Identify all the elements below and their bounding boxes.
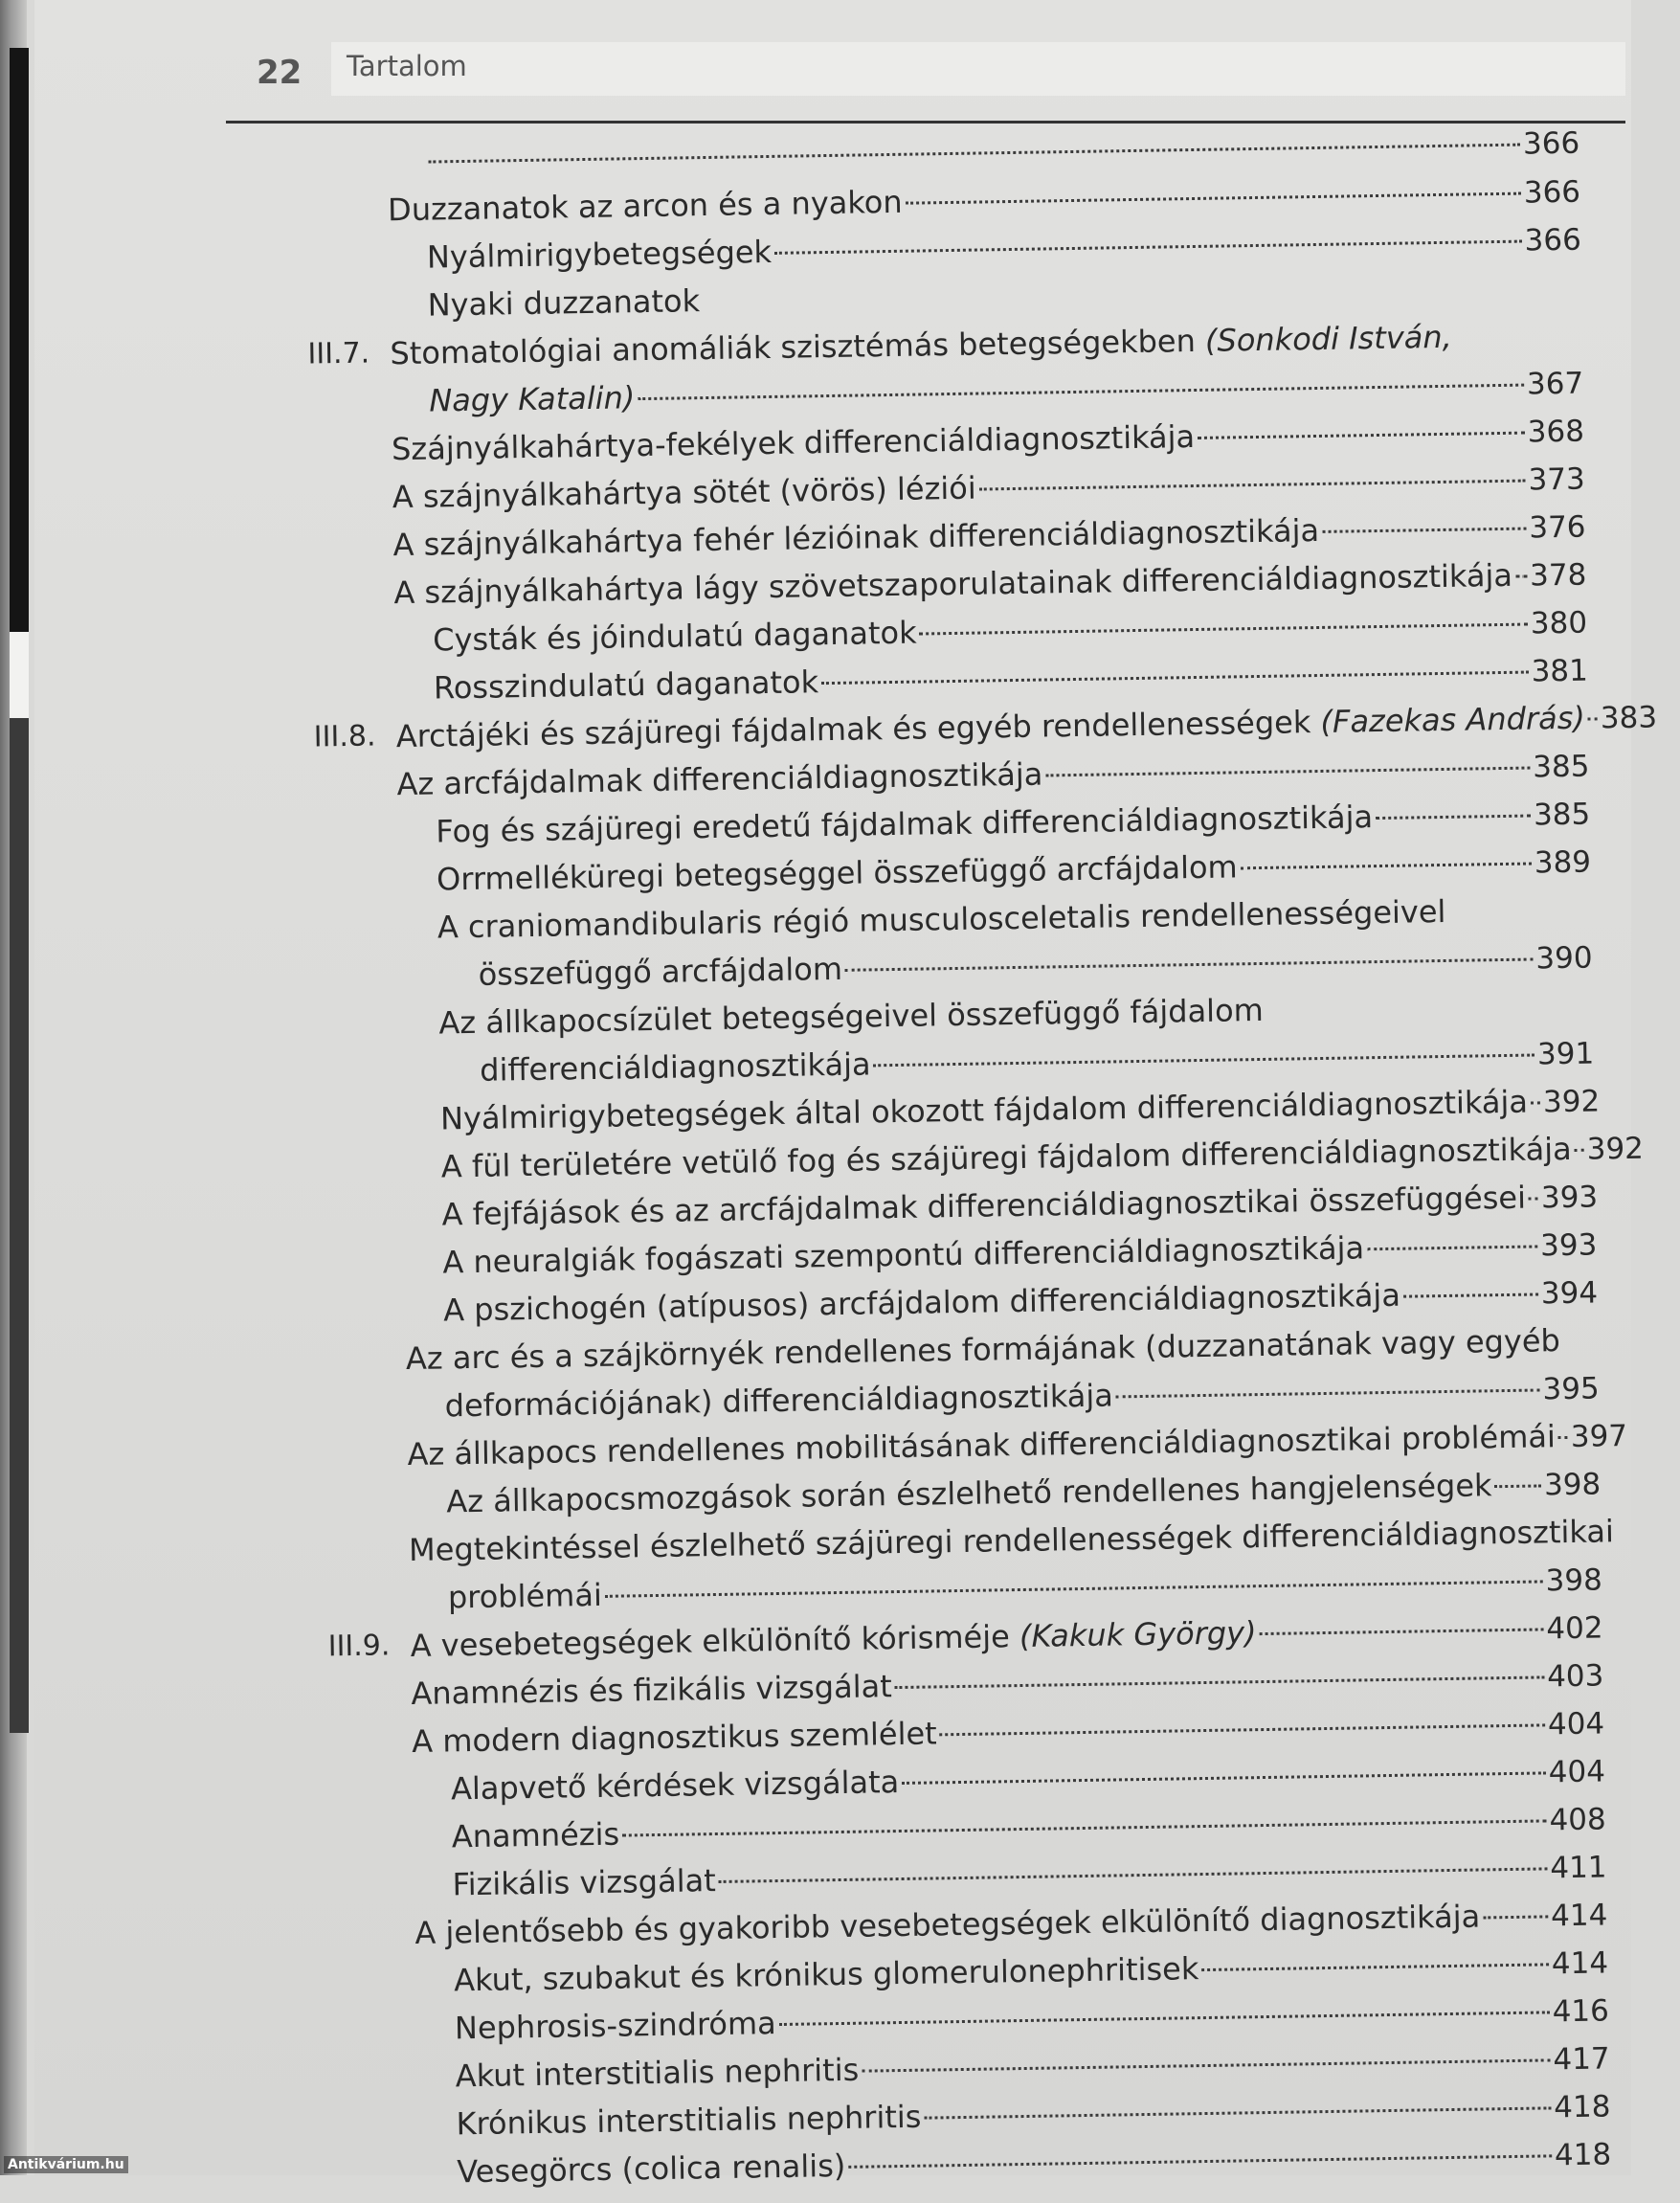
dot-leader [924,2106,1551,2119]
dot-leader [1494,1484,1541,1488]
dot-leader [719,1867,1548,1883]
toc-entry-title-text: Fog és szájüregi eredetű fájdalmak differenciáldiagnosztikája [436,798,1374,850]
toc-entry-author: Nagy Katalin) [428,379,636,419]
toc-entry-title [480,1040,871,1093]
binding-highlight [10,632,29,718]
book-binding-edge [0,0,27,2175]
toc-entry-title-text: összefüggő arcfájdalom [478,950,843,993]
toc-entry-title [411,1662,892,1718]
toc-page-number: 389 [1534,844,1592,881]
toc-entry-title [433,609,917,664]
toc-page-number: 414 [1550,1898,1608,1934]
toc-entry-title-text: Anamnézis [451,1815,620,1855]
toc-page-number: 368 [1527,414,1585,450]
toc-entry-author: (Fazekas András) [1320,699,1586,740]
dot-leader [1322,528,1526,533]
dot-leader [1529,1197,1538,1200]
toc-entry-title-text: problémái [447,1576,603,1616]
toc-page-number: 392 [1586,1131,1645,1167]
toc-entry-title-text: differenciáldiagnosztikája [479,1045,871,1089]
toc-entry-title-text: Az állkapocs rendellenes mobilitásának differenciáldiagnosztikai problémái [407,1418,1557,1473]
toc-entry-title-text: Krónikus interstitialis nephritis [456,2098,922,2143]
toc-entry-title-text: Akut interstitialis nephritis [455,2051,860,2095]
toc-page-number: 404 [1547,1706,1605,1742]
toc-entry-title-text: Az állkapocsízület betegségeivel összefüggő fájdalom [438,991,1265,1042]
toc-entry-title-text: Megtekintéssel észlelhető szájüregi rendellenességek differenciáldiagnosztikai [408,1513,1615,1569]
toc-entry-title [456,2093,922,2148]
toc-page-number: 418 [1554,2137,1612,2173]
dot-leader [1367,1245,1537,1250]
dot-leader [845,958,1533,972]
toc-entry-title-text: A fejfájások és az arcfájdalmak differenciáldiagnosztikai összefüggései [441,1179,1527,1233]
toc-page-number: 418 [1553,2089,1611,2125]
toc-entry-title-text: Arctájéki és szájüregi fájdalmak és egyéb rendellenességek [395,703,1321,755]
toc-page-number: 392 [1542,1084,1601,1120]
dot-leader [895,1675,1544,1689]
toc-entry-title-text: Fizikális vizsgálat [452,1862,717,1903]
toc-page-number: 397 [1570,1419,1628,1454]
toc-entry-title [451,1810,619,1861]
dot-leader [1403,1293,1538,1297]
toc-page-number: 417 [1553,2041,1610,2078]
dot-leader [1376,815,1531,821]
dot-leader [1260,1628,1544,1635]
toc-entry-title-text: Vesegörcs (colica renalis) [457,2147,846,2191]
toc-entry-title [478,945,842,999]
toc-page-number: 411 [1550,1850,1607,1886]
table-of-contents [34,119,1664,2202]
toc-page-number: 376 [1529,509,1586,546]
dot-leader [1588,717,1598,720]
chapter-number: III.8. [313,719,376,754]
watermark: Antikvárium.hu [4,2156,128,2173]
toc-page-number: 395 [1542,1371,1600,1407]
toc-entry-title-text: Cysták és jóindulatú daganatok [432,614,917,659]
toc-page-number: 366 [1523,174,1581,211]
dot-leader [428,144,1520,164]
toc-entry-title-text: A szájnyálkahártya lágy szövetszaporulatainak differenciáldiagnosztikája [393,556,1513,612]
dot-leader [1558,1436,1568,1439]
toc-entry-title-text: Nephrosis-szindróma [454,2005,777,2047]
chapter-number: III.7. [307,336,370,371]
toc-page-number: 381 [1531,653,1589,689]
dot-leader [774,240,1522,255]
toc-page-number: 408 [1549,1802,1606,1838]
toc-page-number: 404 [1548,1754,1606,1790]
toc-entry-title-text: Orrmelléküregi betegséggel összefüggő arcfájdalom [436,848,1238,898]
toc-entry-title-text: deformációjának) differenciáldiagnosztikája [444,1377,1114,1425]
binding-shadow [10,48,29,641]
dot-leader [1241,863,1532,870]
toc-entry-author: (Sonkodi István, [1204,318,1453,359]
toc-page-number: 402 [1546,1610,1603,1647]
dot-leader [821,671,1529,686]
toc-entry-title [455,2046,859,2101]
toc-entry-title [427,228,773,281]
dot-leader [979,480,1526,491]
toc-entry-title-text: Akut, szubakut és krónikus glomerulonephritisek [453,1950,1199,1999]
toc-entry-title [451,1758,900,1812]
toc-entry-title-text: Alapvető kérdések vizsgálata [450,1764,900,1808]
toc-page-number: 385 [1533,797,1591,833]
toc-entry-title-text: A szájnyálkahártya sötét (vörös) léziói [392,469,977,516]
toc-entry-title-text: A vesebetegségek elkülönítő kórisméje [410,1618,1020,1665]
toc-page-number: 380 [1530,605,1588,641]
toc-entry-title-text: Nyálmirigybetegségek által okozott fájdalom differenciáldiagnosztikája [439,1083,1529,1137]
toc-entry-title [457,2142,846,2195]
toc-entry-title-text: A neuralgiák fogászati szempontú differenciáldiagnosztikája [442,1229,1365,1281]
dot-leader [862,2058,1550,2072]
toc-entry-title [452,1856,716,1908]
toc-entry-title-text: Stomatológiai anomáliák szisztémás betegségekben [390,322,1206,372]
page-header [34,0,1631,134]
dot-leader [1045,767,1530,777]
toc-page-number: 373 [1528,461,1585,498]
toc-entry-title-text: A jelentősebb és gyakoribb vesebetegségek elkülönítő diagnosztikája [414,1898,1481,1951]
dot-leader [1201,1963,1549,1971]
dot-leader [940,1723,1545,1736]
toc-entry-title [412,1709,937,1765]
toc-page-number: 414 [1551,1945,1609,1982]
toc-entry-title-text: A modern diagnosztikus szemlélet [411,1715,937,1761]
dot-leader [1575,1149,1584,1152]
dot-leader [1198,432,1525,439]
dot-leader [638,384,1524,401]
toc-entry-title-text: A szájnyálkahártya fehér lézióinak differenciáldiagnosztikája [392,511,1320,564]
toc-page-number: 393 [1540,1180,1599,1216]
toc-page-number: 391 [1536,1036,1595,1072]
toc-entry-title-text: Az arcfájdalmak differenciáldiagnosztikája [396,755,1043,803]
toc-entry-title [427,277,700,328]
toc-page-number: 383 [1600,700,1658,736]
toc-page-number: 366 [1522,125,1580,162]
toc-entry-author: (Kakuk György) [1019,1614,1257,1655]
toc-entry-title-text: Nyaki duzzanatok [427,282,701,324]
dot-leader [622,1819,1546,1836]
toc-entry-title [455,1999,777,2052]
dot-leader [906,192,1521,205]
toc-entry-title-text: Rosszindulatú daganatok [433,663,819,707]
book-page [34,0,1658,2191]
toc-entry-title-text: Anamnézis és fizikális vizsgálat [411,1668,893,1713]
toc-entry-title [434,658,819,711]
toc-page-number: 416 [1552,1993,1610,2030]
dot-leader [779,2011,1550,2026]
toc-entry-title-text: Szájnyálkahártya-fekélyek differenciáldiagnosztikája [391,418,1196,468]
toc-page-number: 366 [1524,222,1582,259]
dot-leader [1116,1388,1540,1398]
toc-page-number: 378 [1529,557,1587,594]
chapter-number: III.9. [327,1629,391,1664]
dot-leader [1515,575,1527,578]
dot-leader [874,1054,1534,1068]
dot-leader [605,1580,1543,1597]
binding-shadow [10,718,29,1733]
toc-entry-title [429,373,636,424]
dot-leader [902,1771,1546,1785]
toc-entry-title-text: A pszichogén (atípusos) arcfájdalom differenciáldiagnosztikája [442,1276,1401,1329]
dot-leader [1531,1101,1540,1104]
toc-entry-title [448,1571,603,1622]
toc-page-number: 385 [1532,749,1590,785]
toc-page-number: 403 [1546,1658,1604,1695]
running-head: Tartalom [347,50,467,82]
toc-page-number: 394 [1540,1275,1599,1312]
toc-entry-title-text: A craniomandibularis régió musculosceletalis rendellenességeivel [437,892,1446,946]
toc-page-number: 367 [1526,366,1584,402]
running-head-band [331,42,1625,96]
toc-page-number: 398 [1545,1562,1603,1599]
toc-entry-title-text: Nyálmirigybetegségek [426,233,773,276]
dot-leader [1483,1915,1548,1919]
toc-entry-title [388,178,903,234]
dot-leader [848,2154,1552,2169]
page-number: 22 [257,54,302,92]
toc-entry-title-text: A fül területére vetülő fog és szájüregi fájdalom differenciáldiagnosztikája [440,1130,1572,1185]
toc-page-number: 393 [1539,1227,1598,1264]
toc-page-number: 398 [1543,1467,1602,1503]
toc-page-number: 390 [1535,940,1593,977]
toc-entry-title-text: Az arc és a szájkörnyék rendellenes formájának (duzzanatának vagy egyéb [405,1322,1561,1378]
toc-entry-title-text: Duzzanatok az arcon és a nyakon [387,183,903,229]
dot-leader [920,623,1528,636]
toc-entry-title-text: Az állkapocsmozgások során észlelhető rendellenes hangjelenségek [446,1467,1492,1520]
